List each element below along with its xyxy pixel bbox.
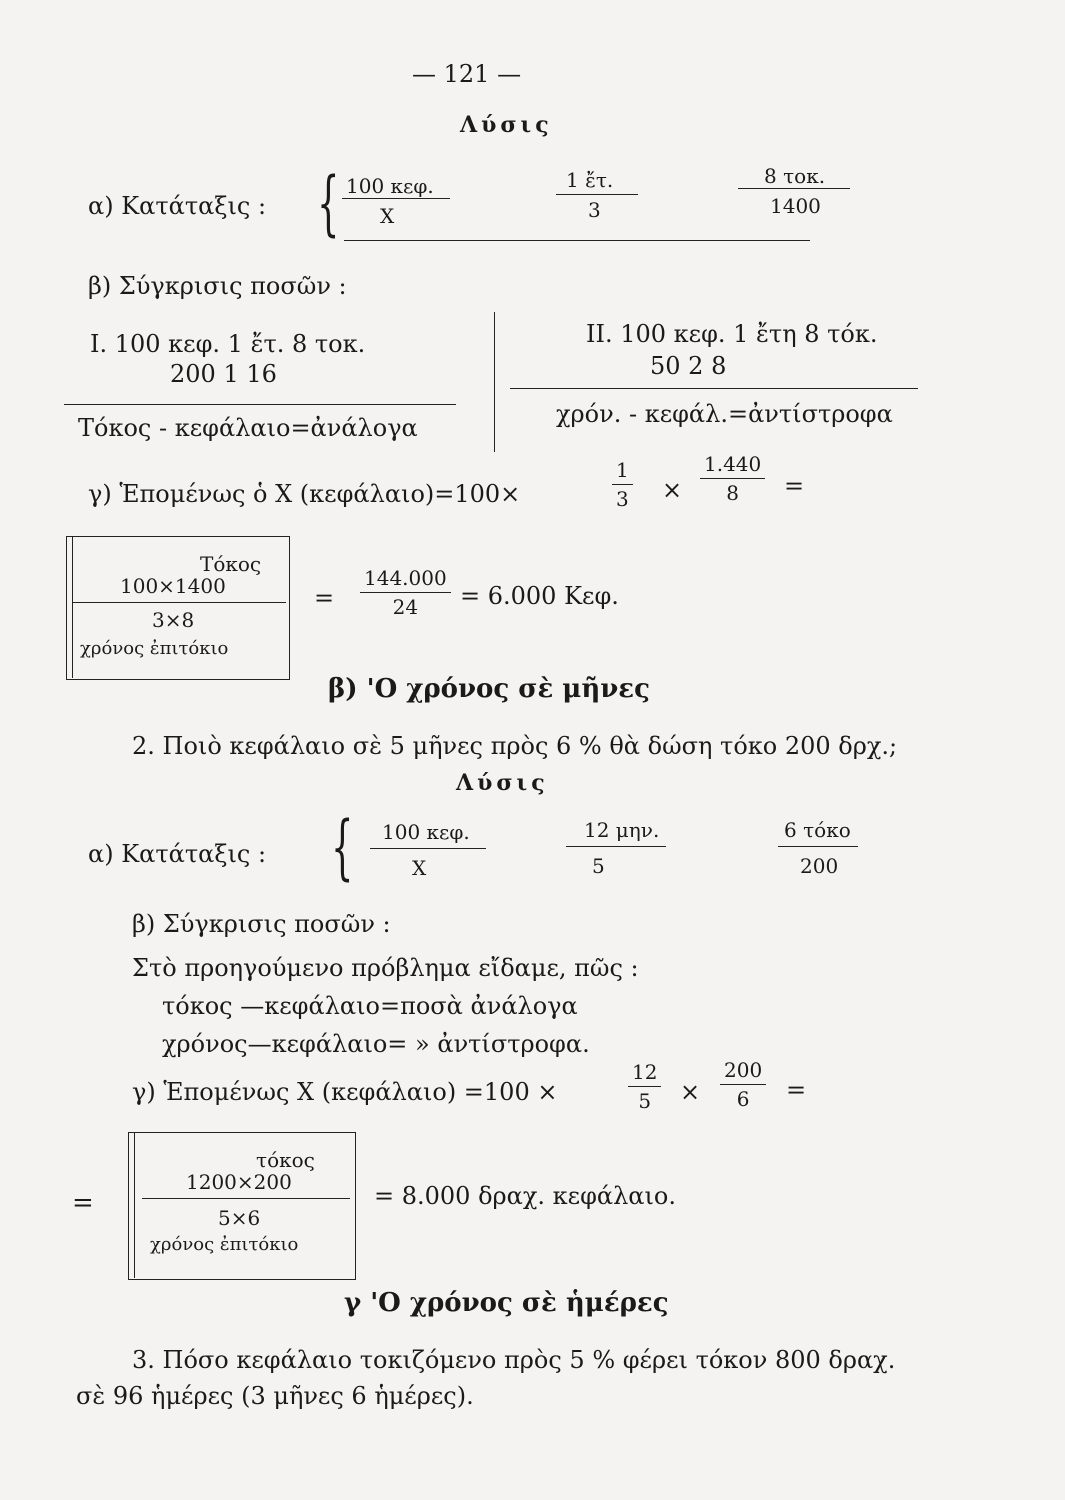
formula-box-2-inner-edge [134,1132,135,1278]
comparison-right-relation: χρόν. - κεφάλ.=ἀντίστροφα [556,400,893,428]
lead-equals-sign: = [72,1188,94,1218]
fraction-denominator: 3 [616,487,629,511]
comparison-left-rule [64,404,456,405]
comparison-left-relation: Τόκος - κεφάλαιο=ἀνάλογα [78,414,418,442]
fraction-bar [700,478,765,479]
box1-top-label: Τόκος [200,552,262,576]
fraction-numerator: 200 [724,1058,763,1082]
fraction-bar [628,1086,661,1087]
class2-col1-bottom: X [412,856,427,880]
comparison-left-row2: 200 1 16 [170,360,277,388]
box2-numerator: 1200×200 [186,1170,292,1194]
equals-sign-1b: = [314,584,335,612]
result-label-1: γ) Ἑπομένως ὁ X (κεφάλαιο)=100× [88,480,521,508]
class1-col1-rule [342,198,450,199]
box2-top-label: τόκος [256,1148,315,1172]
fraction-numerator: 1.440 [704,452,762,476]
fraction-bar [720,1084,766,1085]
result1-fraction-2 [700,452,765,505]
section-c-problem-line1: 3. Πόσο κεφάλαιο τοκιζόμενο πρὸς 5 % φέρει τόκον 800 δραχ. [132,1346,896,1374]
class2-col3-bottom: 200 [800,854,839,878]
comparison-left-row1: I. 100 κεφ. 1 ἔτ. 8 τοκ. [90,330,366,358]
page-number: — 121 — [412,60,522,88]
result2-final: = 8.000 δραχ. κεφάλαιο. [374,1182,676,1210]
times-sign-2: × [680,1078,701,1106]
class1-col1-top: 100 κεφ. [346,174,434,198]
comparison-right-rule [510,388,918,389]
class2-col2-top: 12 μην. [584,818,660,842]
box2-fraction-bar [142,1198,350,1199]
section-b-problem: 2. Ποιὸ κεφάλαιο σὲ 5 μῆνες πρὸς 6 % θὰ δώση τόκο 200 δρχ.; [132,732,898,760]
class1-col2-rule [556,194,638,195]
class1-under-rule [344,240,810,241]
fraction-bar [612,484,633,485]
class1-col2-bottom: 3 [588,198,601,222]
class2-col1-rule [370,848,486,849]
fraction-denominator: 24 [392,595,419,619]
comparison-divider [494,312,495,452]
result1-final: = 6.000 Κεφ. [460,582,619,610]
times-sign-1a: × [662,476,683,504]
result2-fraction-2 [720,1058,766,1111]
result-label-2: γ) Ἑπομένως X (κεφάλαιο) =100 × [132,1078,558,1106]
classification-label-1: α) Κατάταξις : [88,192,267,220]
comparison2-line1: Στὸ προηγούμενο πρόβλημα εἴδαμε, πῶς : [132,954,639,982]
box1-numerator: 100×1400 [120,574,226,598]
comparison-right-row1: II. 100 κεφ. 1 ἔτη 8 τόκ. [586,320,878,348]
class1-col3-bottom: 1400 [770,194,821,218]
class2-col3-rule [778,846,858,847]
section-b-title: β) 'Ο χρόνος σὲ μῆνες [328,674,650,704]
fraction-bar [360,592,451,593]
class1-col2-top: 1 ἔτ. [566,168,614,192]
comparison2-line3: χρόνος—κεφάλαιο= » ἀντίστροφα. [162,1030,590,1058]
section-c-problem-line2: σὲ 96 ἡμέρες (3 μῆνες 6 ἡμέρες). [76,1382,474,1410]
box1-bottom-label: χρόνος ἐπιτόκιο [80,638,229,659]
class1-col1-bottom: X [380,204,395,228]
left-brace-2: { [331,806,354,888]
fraction-numerator: 1 [616,458,629,482]
formula-box-1-inner-edge [72,536,73,678]
class1-col3-top: 8 τοκ. [764,164,826,188]
box2-bottom-label: χρόνος ἐπιτόκιο [150,1234,299,1255]
comparison-right-row2: 50 2 8 [650,352,727,380]
equals-sign-1: = [784,472,805,500]
class2-col2-bottom: 5 [592,854,605,878]
fraction-numerator: 144.000 [364,566,447,590]
class1-col3-rule [738,188,850,189]
solution-heading-1: Λύσις [460,112,553,138]
result1-fraction-3 [360,566,451,619]
fraction-denominator: 6 [736,1087,750,1111]
equals-sign-2: = [786,1076,807,1104]
comparison2-line2: τόκος —κεφάλαιο=ποσὰ ἀνάλογα [162,992,578,1020]
fraction-numerator: 12 [632,1060,658,1084]
result1-fraction-1 [612,458,633,511]
solution-heading-2: Λύσις [456,770,549,796]
section-c-title: γ 'Ο χρόνος σὲ ἡμέρες [344,1288,669,1318]
fraction-denominator: 5 [638,1089,652,1113]
classification-label-2: α) Κατάταξις : [88,840,267,868]
class2-col1-top: 100 κεφ. [382,820,470,844]
comparison-label-1: β) Σύγκρισις ποσῶν : [88,272,347,300]
class2-col3-top: 6 τόκο [784,818,851,842]
box1-fraction-bar [72,602,286,603]
box2-denominator: 5×6 [218,1206,261,1230]
comparison-label-2: β) Σύγκρισις ποσῶν : [132,910,391,938]
fraction-denominator: 8 [726,481,739,505]
class2-col2-rule [566,846,666,847]
result2-fraction-1 [628,1060,661,1113]
box1-denominator: 3×8 [152,608,195,632]
left-brace-1: { [317,162,340,244]
